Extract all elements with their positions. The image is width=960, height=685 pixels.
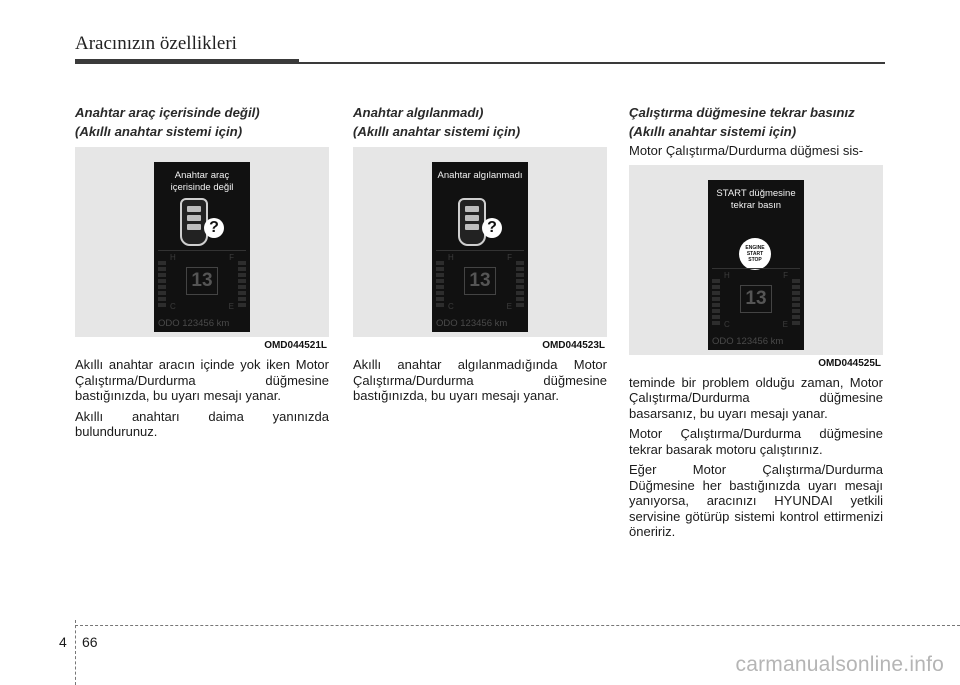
body-paragraph: Motor Çalıştırma/Durdurma düğmesine tekrar basarak motoru çalıştırınız.	[629, 426, 883, 457]
section-number: 4	[59, 634, 67, 650]
gauge-area	[712, 268, 800, 333]
column-press-start-again	[629, 103, 883, 545]
gauge-label-f: F	[783, 270, 788, 280]
temp-gauge-bars	[158, 261, 166, 307]
body-paragraph: Akıllı anahtar aracın içinde yok iken Motor Çalıştırma/Durdurma düğmesine bastığınızda, bu uyarı mesajı yanar.	[75, 357, 329, 403]
gauge-label-c: C	[724, 319, 730, 329]
body-paragraph: Eğer Motor Çalıştırma/Durdurma Düğmesine her bastığınızda uyarı mesajı yanıyorsa, aracınızı HYUNDAI yetkili servisine götürüp sistemi kontrol ettirmenizi öneririz.	[629, 462, 883, 539]
section-title: Çalıştırma düğmesine tekrar basınız	[629, 105, 855, 120]
section-subtitle: (Akıllı anahtar sistemi için)	[629, 124, 797, 139]
question-mark-icon: ?	[204, 218, 224, 238]
header-rule-thick	[75, 59, 299, 64]
gauge-label-f: F	[229, 253, 234, 262]
gear-display: 13	[740, 285, 772, 313]
cluster-panel	[432, 162, 528, 332]
figure-cluster-display	[75, 147, 329, 351]
section-title: Anahtar araç içerisinde değil)	[75, 105, 260, 120]
start-btn-line1: ENGINE	[745, 244, 765, 251]
gear-display: 13	[464, 267, 496, 295]
body-paragraph: teminde bir problem olduğu zaman, Motor Çalıştırma/Durdurma düğmesine basarsanız, bu uyarı mesajı yanar.	[629, 374, 883, 421]
warning-message: START düğmesine tekrar basın	[716, 187, 796, 211]
start-btn-line3: STOP	[748, 256, 762, 263]
column-key-not-detected	[353, 103, 607, 409]
warning-message: Anahtar algılanmadı	[437, 170, 523, 181]
footer-rule	[75, 625, 960, 626]
temp-gauge-bars	[712, 279, 720, 325]
fuel-gauge-bars	[516, 261, 524, 307]
engine-start-stop-icon	[739, 238, 771, 270]
watermark: carmanualsonline.info	[735, 653, 944, 676]
gauge-label-f: F	[507, 253, 512, 262]
gauge-label-h: H	[448, 253, 454, 262]
chapter-title: Aracınızın özellikleri	[75, 33, 237, 54]
question-mark-icon: ?	[482, 218, 502, 238]
smart-key-icon	[458, 198, 486, 246]
figure-cluster-display	[353, 147, 607, 351]
intro-text: Motor Çalıştırma/Durdurma düğmesi sis-	[629, 143, 864, 158]
page-number: 66	[82, 634, 98, 650]
gauge-label-e: E	[506, 302, 512, 311]
cluster-panel	[154, 162, 250, 332]
gauge-label-h: H	[170, 253, 176, 262]
section-subtitle: (Akıllı anahtar sistemi için)	[353, 124, 521, 139]
gauge-area	[436, 250, 524, 315]
odometer: ODO 123456 km	[712, 335, 784, 347]
fuel-gauge-bars	[238, 261, 246, 307]
gauge-area	[158, 250, 246, 315]
section-title: Anahtar algılanmadı)	[353, 105, 484, 120]
temp-gauge-bars	[436, 261, 444, 307]
header-rule-thin	[299, 62, 885, 64]
gauge-label-e: E	[782, 319, 788, 329]
figure-code: OMD044525L	[818, 357, 881, 369]
start-btn-line2: START	[746, 250, 764, 257]
gauge-label-h: H	[724, 270, 730, 280]
warning-message: Anahtar araç içerisinde değil	[170, 170, 234, 193]
odometer: ODO 123456 km	[158, 318, 230, 329]
smart-key-icon	[180, 198, 208, 246]
gauge-label-e: E	[228, 302, 234, 311]
gauge-label-c: C	[448, 302, 454, 311]
gauge-label-c: C	[170, 302, 176, 311]
section-subtitle: (Akıllı anahtar sistemi için)	[75, 124, 243, 139]
odometer: ODO 123456 km	[436, 318, 508, 329]
footer-divider	[75, 620, 76, 685]
column-key-not-in-vehicle	[75, 103, 329, 445]
figure-cluster-display	[629, 165, 883, 369]
figure-code: OMD044523L	[542, 340, 605, 351]
body-paragraph: Akıllı anahtarı daima yanınızda bulundurunuz.	[75, 408, 329, 439]
fuel-gauge-bars	[792, 279, 800, 325]
body-paragraph: Akıllı anahtar algılanmadığında Motor Çalıştırma/Durdurma düğmesine bastığınızda, bu uyarı mesajı yanar.	[353, 357, 607, 403]
cluster-panel	[708, 180, 804, 350]
figure-code: OMD044521L	[264, 340, 327, 351]
gear-display: 13	[186, 267, 218, 295]
